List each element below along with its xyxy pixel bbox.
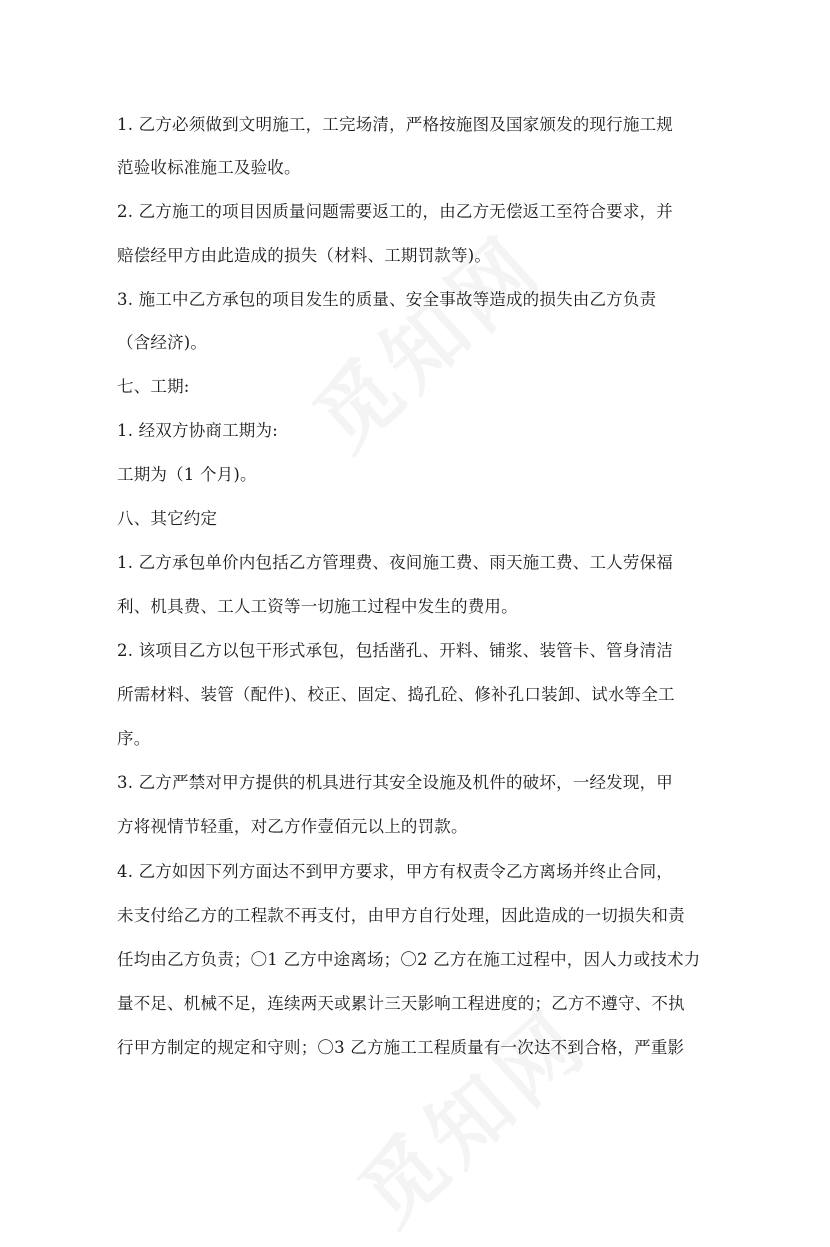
watermark [285, 204, 564, 472]
text-line: 2. 该项目乙方以包干形式承包，包括凿孔、开料、铺浆、装管卡、管身清洁 [117, 641, 673, 660]
section-heading: 七、工期: [117, 377, 190, 396]
text-line: 未支付给乙方的工程款不再支付，由甲方自行处理，因此造成的一切损失和责 [117, 906, 685, 925]
text-line: 1. 经双方协商工期为: [117, 421, 278, 440]
watermark-lower [330, 979, 609, 1247]
text-line: 1. 乙方必须做到文明施工，工完场清，严格按施图及国家颁发的现行施工规 [117, 115, 673, 134]
text-line: 量不足、机械不足，连续两天或累计三天影响工程进度的；乙方不遵守、不执 [117, 994, 685, 1013]
text-line: 赔偿经甲方由此造成的损失（材料、工期罚款等)。 [117, 246, 492, 265]
text-line: 序。 [117, 729, 151, 748]
text-line: 3. 乙方严禁对甲方提供的机具进行其安全设施及机件的破坏，一经发现，甲 [117, 773, 673, 792]
text-line: 4. 乙方如因下列方面达不到甲方要求，甲方有权责令乙方离场并终止合同， [117, 862, 673, 881]
text-line: 3. 施工中乙方承包的项目发生的质量、安全事故等造成的损失由乙方负责 [117, 290, 657, 309]
text-line: 方将视情节轻重，对乙方作壹佰元以上的罚款。 [117, 817, 468, 836]
text-line: （含经济)。 [117, 333, 208, 352]
text-line: 行甲方制定的规定和守则；〇3 乙方施工工程质量有一次达不到合格，严重影 [117, 1038, 685, 1057]
text-line: 工期为（1 个月)。 [117, 465, 257, 484]
text-line: 1. 乙方承包单价内包括乙方管理费、夜间施工费、雨天施工费、工人劳保福 [117, 553, 673, 572]
text-line: 范验收标准施工及验收。 [117, 158, 301, 177]
text-line: 所需材料、装管（配件)、校正、固定、捣孔砼、修补孔口装卸、试水等全工 [117, 685, 675, 704]
text-line: 任均由乙方负责；〇1 乙方中途离场；〇2 乙方在施工过程中，因人力或技术力 [117, 950, 701, 969]
section-heading: 八、其它约定 [117, 509, 218, 528]
text-line: 2. 乙方施工的项目因质量问题需要返工的，由乙方无偿返工至符合要求，并 [117, 202, 673, 221]
text-line: 利、机具费、工人工资等一切施工过程中发生的费用。 [117, 597, 518, 616]
